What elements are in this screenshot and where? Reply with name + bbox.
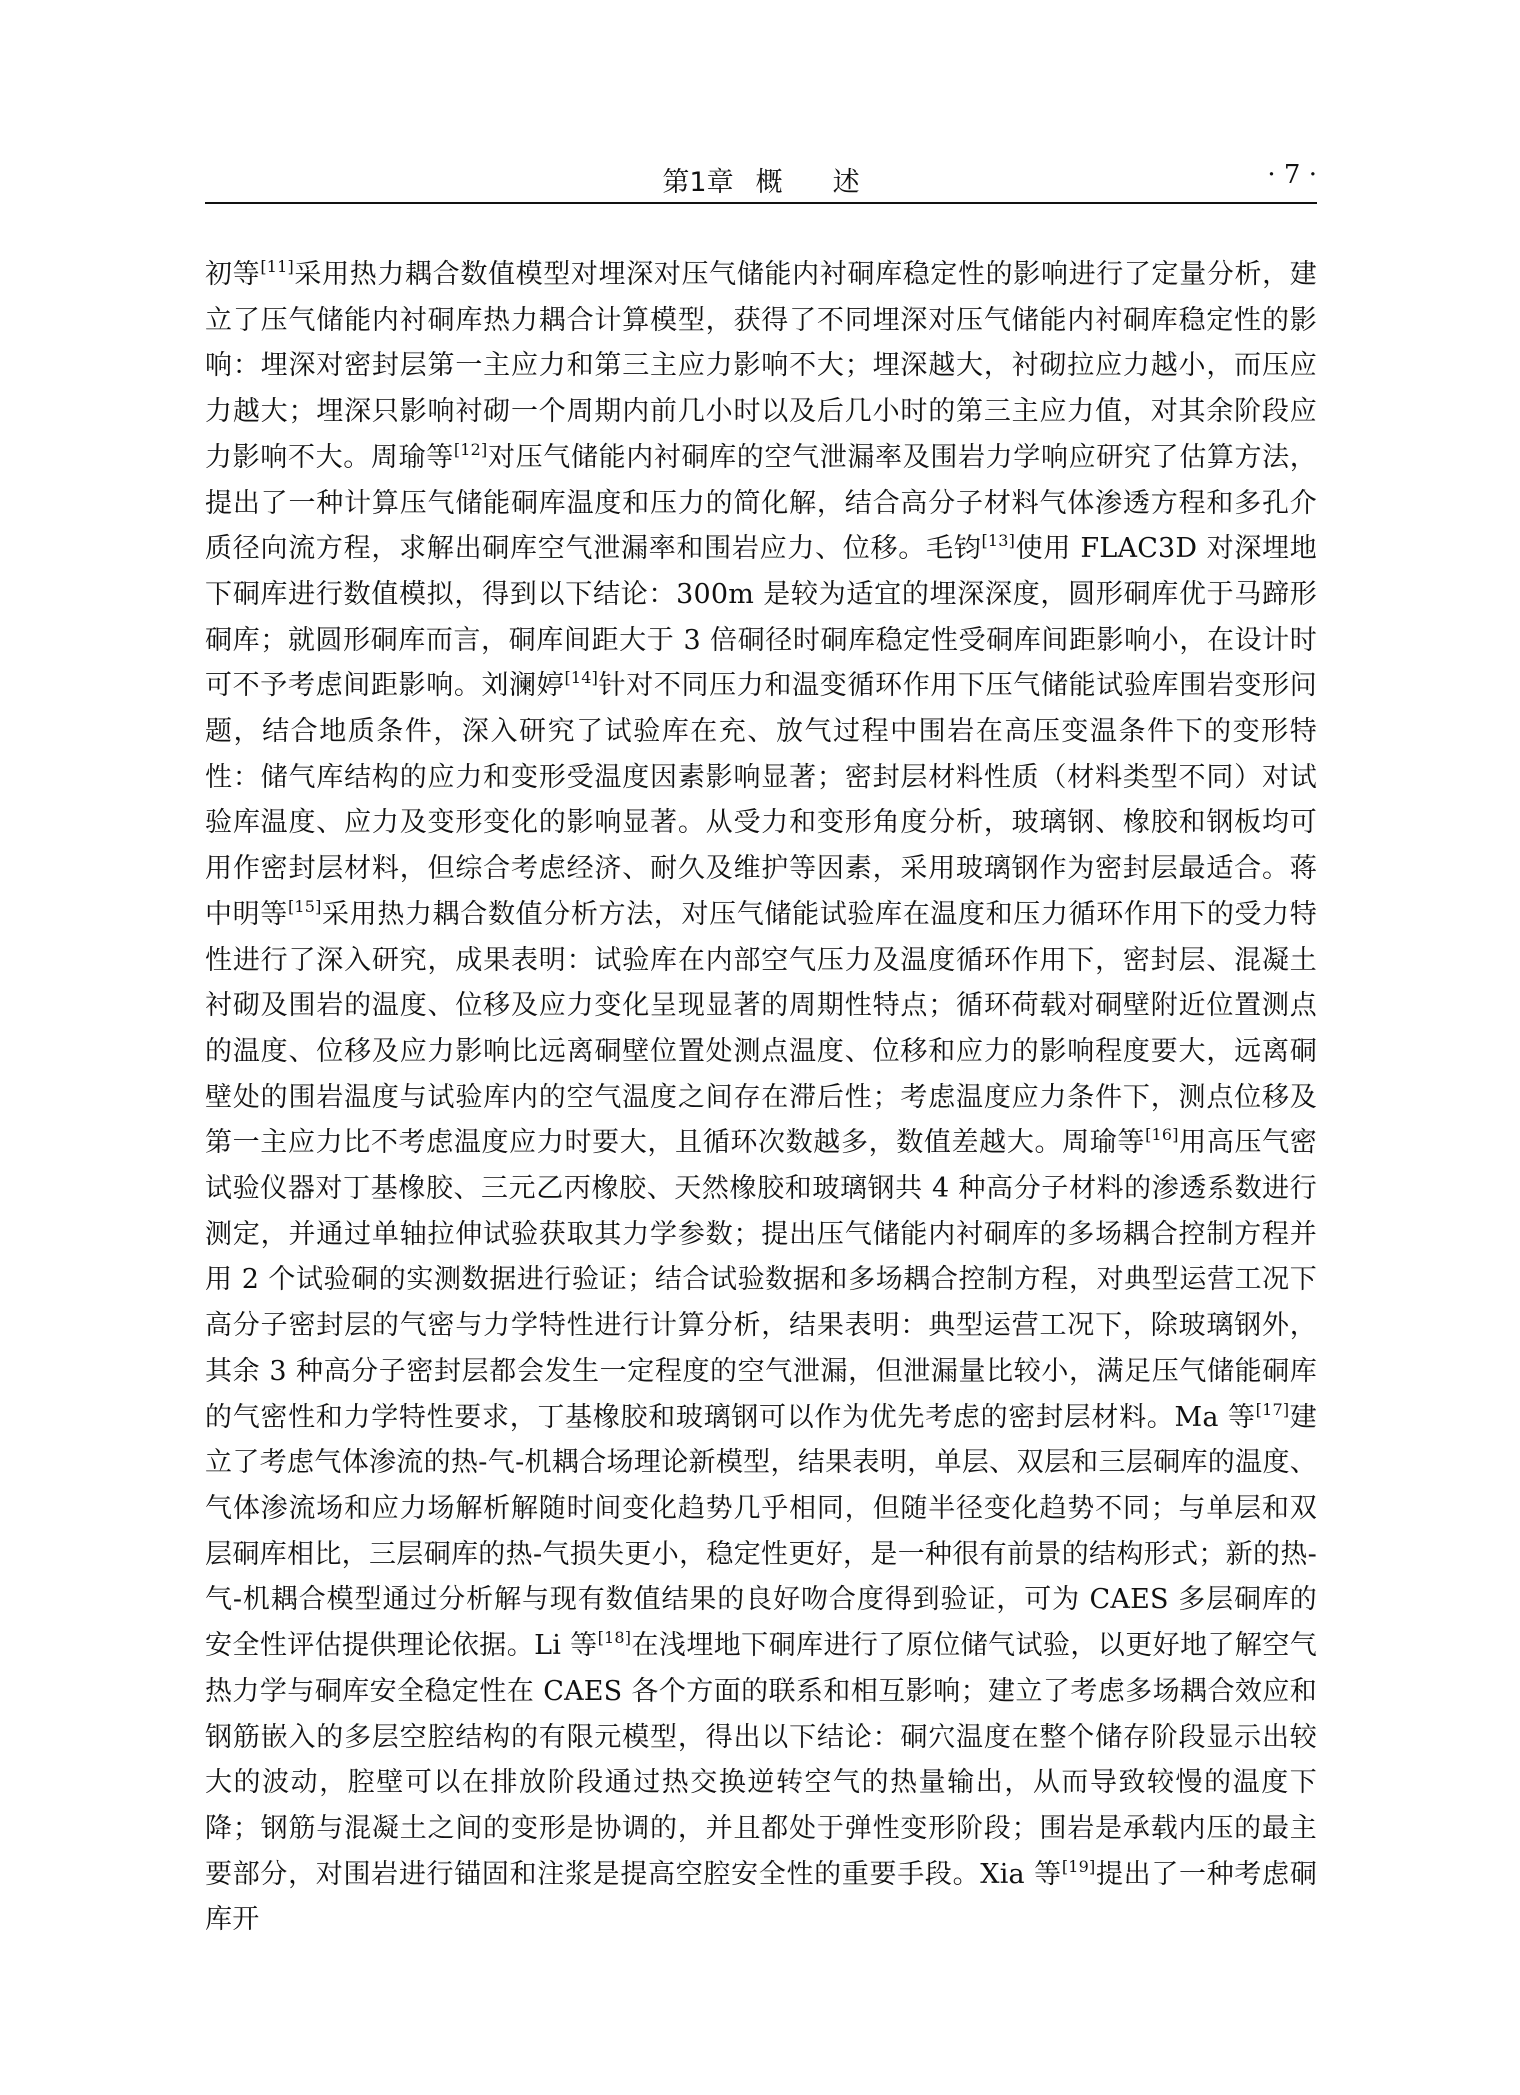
text-run: 在浅埋地下硐库进行了原位储气试验，以更好地了解空气热力学与硐库安全稳定性在 CAES 各个方面的联系和相互影响；建立了考虑多场耦合效应和钢筋嵌入的多层空腔结构的有限元模型，得出以下结论：硐穴温度在整个储存阶段显示出较大的波动，腔壁可以在排放阶段通过热交换逆转空气的热量输出，从而导致较慢的温度下降；钢筋与混凝土之间的变形是协调的，并且都处于弹性变形阶段；围岩是承载内压的最主要部分，对围岩进行锚固和注浆是提高空腔安全性的重要手段。Xia 等 (205, 1630, 1317, 1890)
text-run: 建立了考虑气体渗流的热-气-机耦合场理论新模型，结果表明，单层、双层和三层硐库的温度、气体渗流场和应力场解析解随时间变化趋势几乎相同，但随半径变化趋势不同；与单层和双层硐库相比，三层硐库的热-气损失更小，稳定性更好，是一种很有前景的结构形式；新的热-气-机耦合模型通过分析解与现有数值结果的良好吻合度得到验证，可为 CAES 多层硐库的安全性评估提供理论依据。Li 等 (205, 1401, 1317, 1662)
citation-marker: [19] (1061, 1856, 1096, 1876)
text-run: 对压气储能内衬硐库的空气泄漏率及围岩力学响应研究了估算方法，提出了一种计算压气储能硐库温度和压力的简化解，结合高分子材料气体渗透方程和多孔介质径向流方程，求解出硐库空气泄漏率和围岩应力、位移。毛钧 (205, 441, 1317, 565)
citation-marker: [11] (260, 257, 294, 276)
chapter-suffix: 章 (706, 167, 734, 198)
body-paragraph (205, 252, 1317, 1943)
chapter-title-char: 概 (755, 167, 783, 198)
citation-marker: [16] (1145, 1125, 1179, 1145)
chapter-title-char: 述 (832, 167, 860, 198)
citation-marker: [18] (597, 1628, 632, 1648)
chapter-number: 1 (689, 167, 707, 198)
citation-marker: [15] (287, 896, 322, 916)
text-run: 采用热力耦合数值分析方法，对压气储能试验库在温度和压力循环作用下的受力特性进行了深入研究，成果表明：试验库在内部空气压力及温度循环作用下，密封层、混凝土衬砌及围岩的温度、位移及应力变化呈现显著的周期性特点；循环荷载对硐壁附近位置测点的温度、位移及应力影响比远离硐壁位置处测点温度、位移和应力的影响程度要大，远离硐壁处的围岩温度与试验库内的空气温度之间存在滞后性；考虑温度应力条件下，测点位移及第一主应力比不考虑温度应力时要大，且循环次数越多，数值差越大。周瑜等 (205, 898, 1317, 1159)
text-run: 使用 FLAC3D 对深埋地下硐库进行数值模拟，得到以下结论：300m 是较为适宜的埋深深度，圆形硐库优于马蹄形硐库；就圆形硐库而言，硐库间距大于 3 倍硐径时硐库稳定性受硐库间距影响小，在设计时可不予考虑间距影响。刘澜婷 (205, 533, 1317, 702)
citation-marker: [14] (564, 668, 599, 688)
text-run: 提出了一种考虑硐库开 (205, 1858, 1317, 1936)
text-run: 采用热力耦合数值模型对埋深对压气储能内衬硐库稳定性的影响进行了定量分析，建立了压气储能内衬硐库热力耦合计算模型，获得了不同埋深对压气储能内衬硐库稳定性的影响：埋深对密封层第一主应力和第三主应力影响不大；埋深越大，衬砌拉应力越小，而压应力越大；埋深只影响衬砌一个周期内前几小时以及后几小时的第三主应力值，对其余阶段应力影响不大。周瑜等 (205, 259, 1317, 473)
text-run: 针对不同压力和温变循环作用下压气储能试验库围岩变形问题，结合地质条件，深入研究了试验库在充、放气过程中围岩在高压变温条件下的变形特性：储气库结构的应力和变形受温度因素影响显著；密封层材料性质（材料类型不同）对试验库温度、应力及变形变化的影响显著。从受力和变形角度分析，玻璃钢、橡胶和钢板均可用作密封层材料，但综合考虑经济、耐久及维护等因素，采用玻璃钢作为密封层最适合。蒋中明等 (205, 670, 1317, 930)
citation-marker: [17] (1255, 1399, 1290, 1419)
citation-marker: [13] (981, 531, 1016, 551)
chapter-prefix: 第 (662, 167, 690, 198)
chapter-title (205, 160, 1317, 199)
text-run: 初等 (205, 259, 261, 290)
text-run: 用高压气密试验仪器对丁基橡胶、三元乙丙橡胶、天然橡胶和玻璃钢共 4 种高分子材料的渗透系数进行测定，并通过单轴拉伸试验获取其力学参数；提出压气储能内衬硐库的多场耦合控制方程并用 2 个试验硐的实测数据进行验证；结合试验数据和多场耦合控制方程，对典型运营工况下高分子密封层的气密与力学特性进行计算分析，结果表明：典型运营工况下，除玻璃钢外，其余 3 种高分子密封层都会发生一定程度的空气泄漏，但泄漏量比较小，满足压气储能硐库的气密性和力学特性要求，丁基橡胶和玻璃钢可以作为优先考虑的密封层材料。Ma 等 (205, 1127, 1317, 1433)
page-number: · 7 · (1267, 160, 1317, 190)
running-header (205, 158, 1317, 204)
citation-marker: [12] (453, 439, 488, 459)
